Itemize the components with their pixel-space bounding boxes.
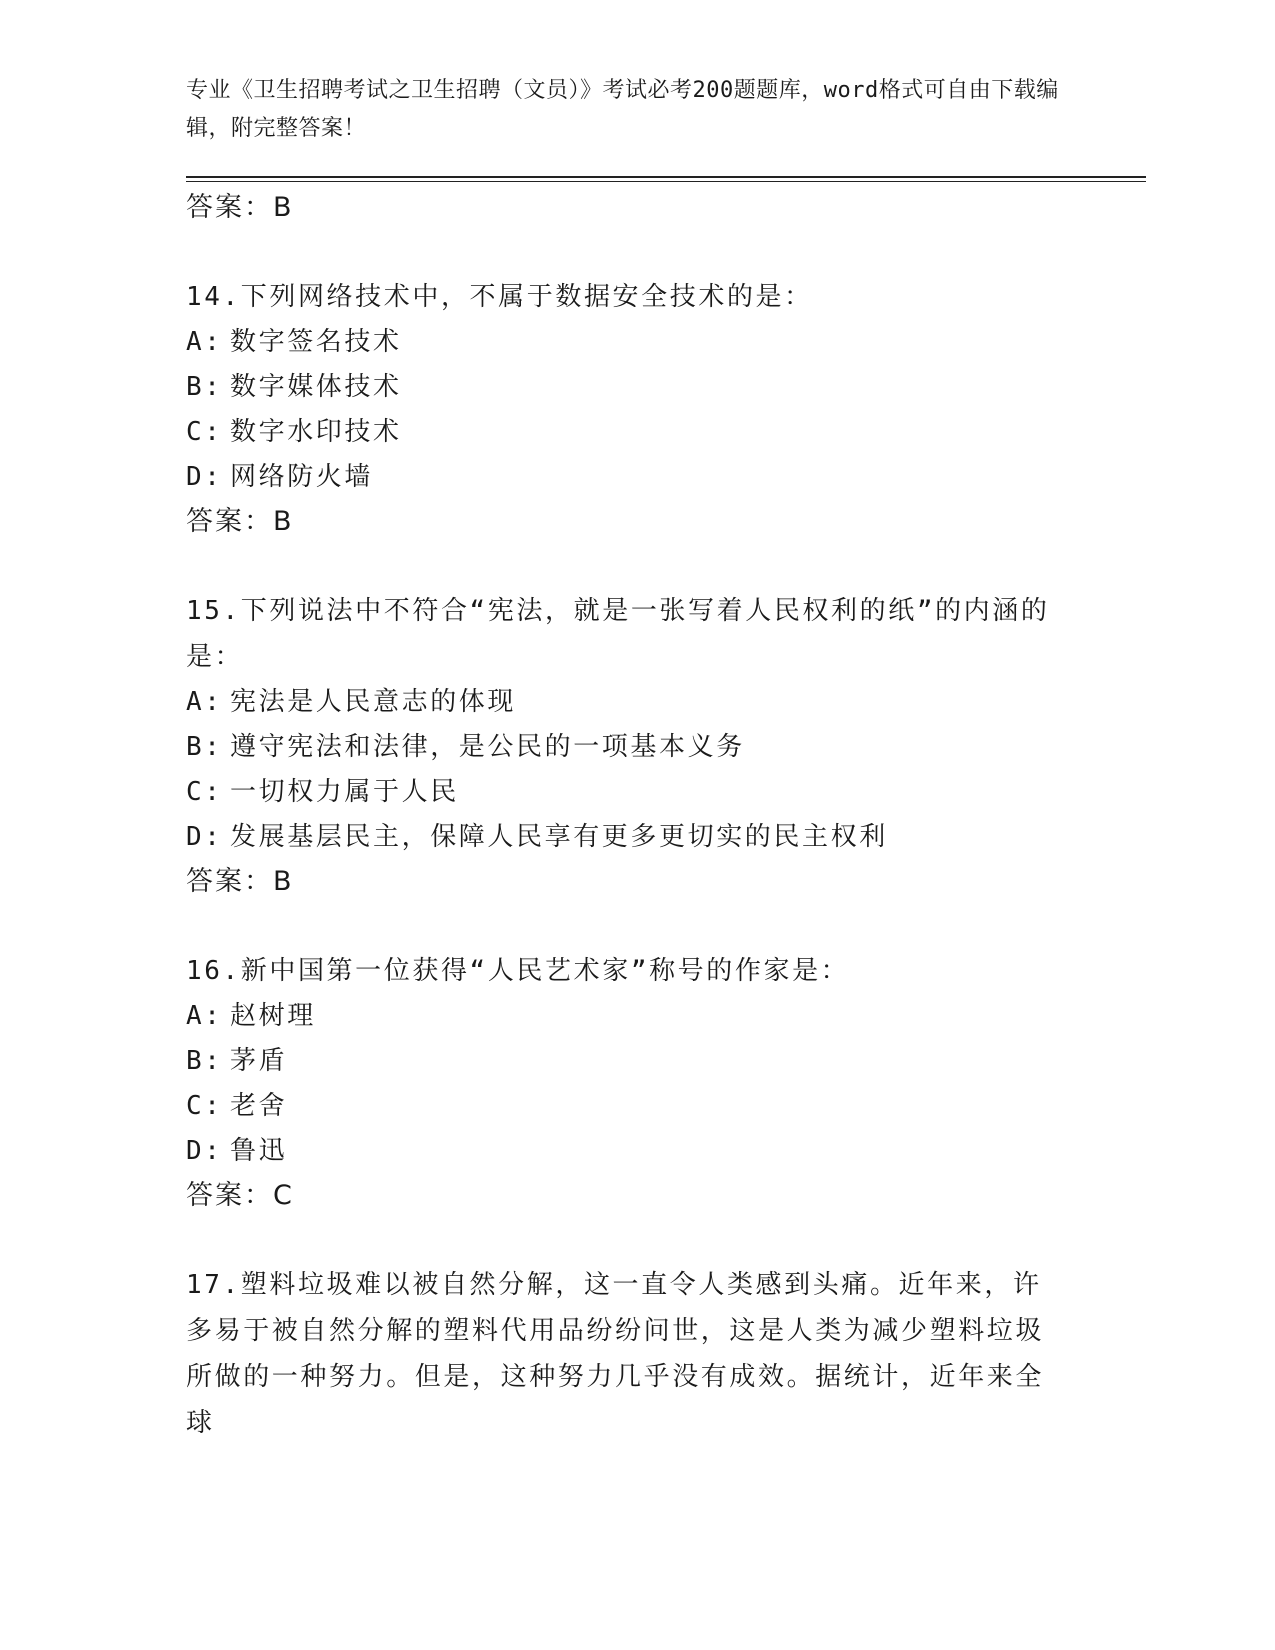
question-14: [186, 274, 1066, 544]
option-key: A:: [186, 687, 223, 717]
option-key: A:: [186, 327, 223, 357]
option-text: 数字签名技术: [230, 327, 402, 357]
option-key: D:: [186, 822, 223, 852]
option-b: [186, 365, 1066, 410]
option-key: B:: [186, 732, 223, 762]
option-text: 赵树理: [230, 1001, 316, 1031]
answer-line: [186, 1174, 1066, 1218]
answer-label: 答案：: [186, 866, 273, 897]
option-text: 网络防火墙: [230, 462, 374, 492]
option-c: [186, 410, 1066, 455]
question-text: 16.新中国第一位获得“人民艺术家”称号的作家是：: [186, 956, 850, 986]
option-text: 数字水印技术: [230, 417, 402, 447]
question-15: [186, 588, 1066, 904]
option-key: C:: [186, 777, 223, 807]
option-text: 发展基层民主，保障人民享有更多更切实的民主权利: [230, 822, 888, 852]
option-key: A:: [186, 1001, 223, 1031]
option-key: D:: [186, 1136, 223, 1166]
option-text: 宪法是人民意志的体现: [230, 687, 517, 717]
question-text: 17.塑料垃圾难以被自然分解，这一直令人类感到头痛。近年来，许多易于被自然分解的塑料代用品纷纷问世，这是人类为减少塑料垃圾所做的一种努力。但是，这种努力几乎没有成效。据统计，近年来全球: [186, 1270, 1045, 1438]
option-c: [186, 1084, 1066, 1129]
option-text: 鲁迅: [230, 1136, 288, 1166]
question-text: 15.下列说法中不符合“宪法，就是一张写着人民权利的纸”的内涵的是：: [186, 596, 1050, 672]
option-d: [186, 1129, 1066, 1174]
option-d: [186, 455, 1066, 500]
question-17: [186, 1262, 1066, 1446]
option-key: B:: [186, 372, 223, 402]
answer-value: B: [273, 192, 293, 223]
option-key: C:: [186, 417, 223, 447]
answer-value: C: [273, 1180, 293, 1211]
answer-label: 答案：: [186, 506, 273, 537]
option-text: 数字媒体技术: [230, 372, 402, 402]
answer-value: B: [273, 866, 293, 897]
answer-label: 答案：: [186, 192, 273, 223]
answer-value: B: [273, 506, 293, 537]
question-16: [186, 948, 1066, 1218]
option-key: C:: [186, 1091, 223, 1121]
option-text: 茅盾: [230, 1046, 288, 1076]
option-a: [186, 994, 1066, 1039]
option-b: [186, 725, 1066, 770]
answer-label: 答案：: [186, 1180, 273, 1211]
answer-line: [186, 186, 1066, 230]
option-b: [186, 1039, 1066, 1084]
answer-line: [186, 500, 1066, 544]
option-key: D:: [186, 462, 223, 492]
question-text: 14.下列网络技术中，不属于数据安全技术的是：: [186, 282, 813, 312]
option-d: [186, 815, 1066, 860]
option-a: [186, 680, 1066, 725]
option-key: B:: [186, 1046, 223, 1076]
answer-line: [186, 860, 1066, 904]
option-text: 老舍: [230, 1091, 288, 1121]
question-list: [186, 186, 1066, 1446]
option-c: [186, 770, 1066, 815]
header-divider: [186, 176, 1146, 182]
option-text: 一切权力属于人民: [230, 777, 459, 807]
option-a: [186, 320, 1066, 365]
option-text: 遵守宪法和法律，是公民的一项基本义务: [230, 732, 745, 762]
page-header-title: 专业《卫生招聘考试之卫生招聘（文员）》考试必考200题题库，word格式可自由下载编辑，附完整答案！: [186, 78, 1059, 141]
